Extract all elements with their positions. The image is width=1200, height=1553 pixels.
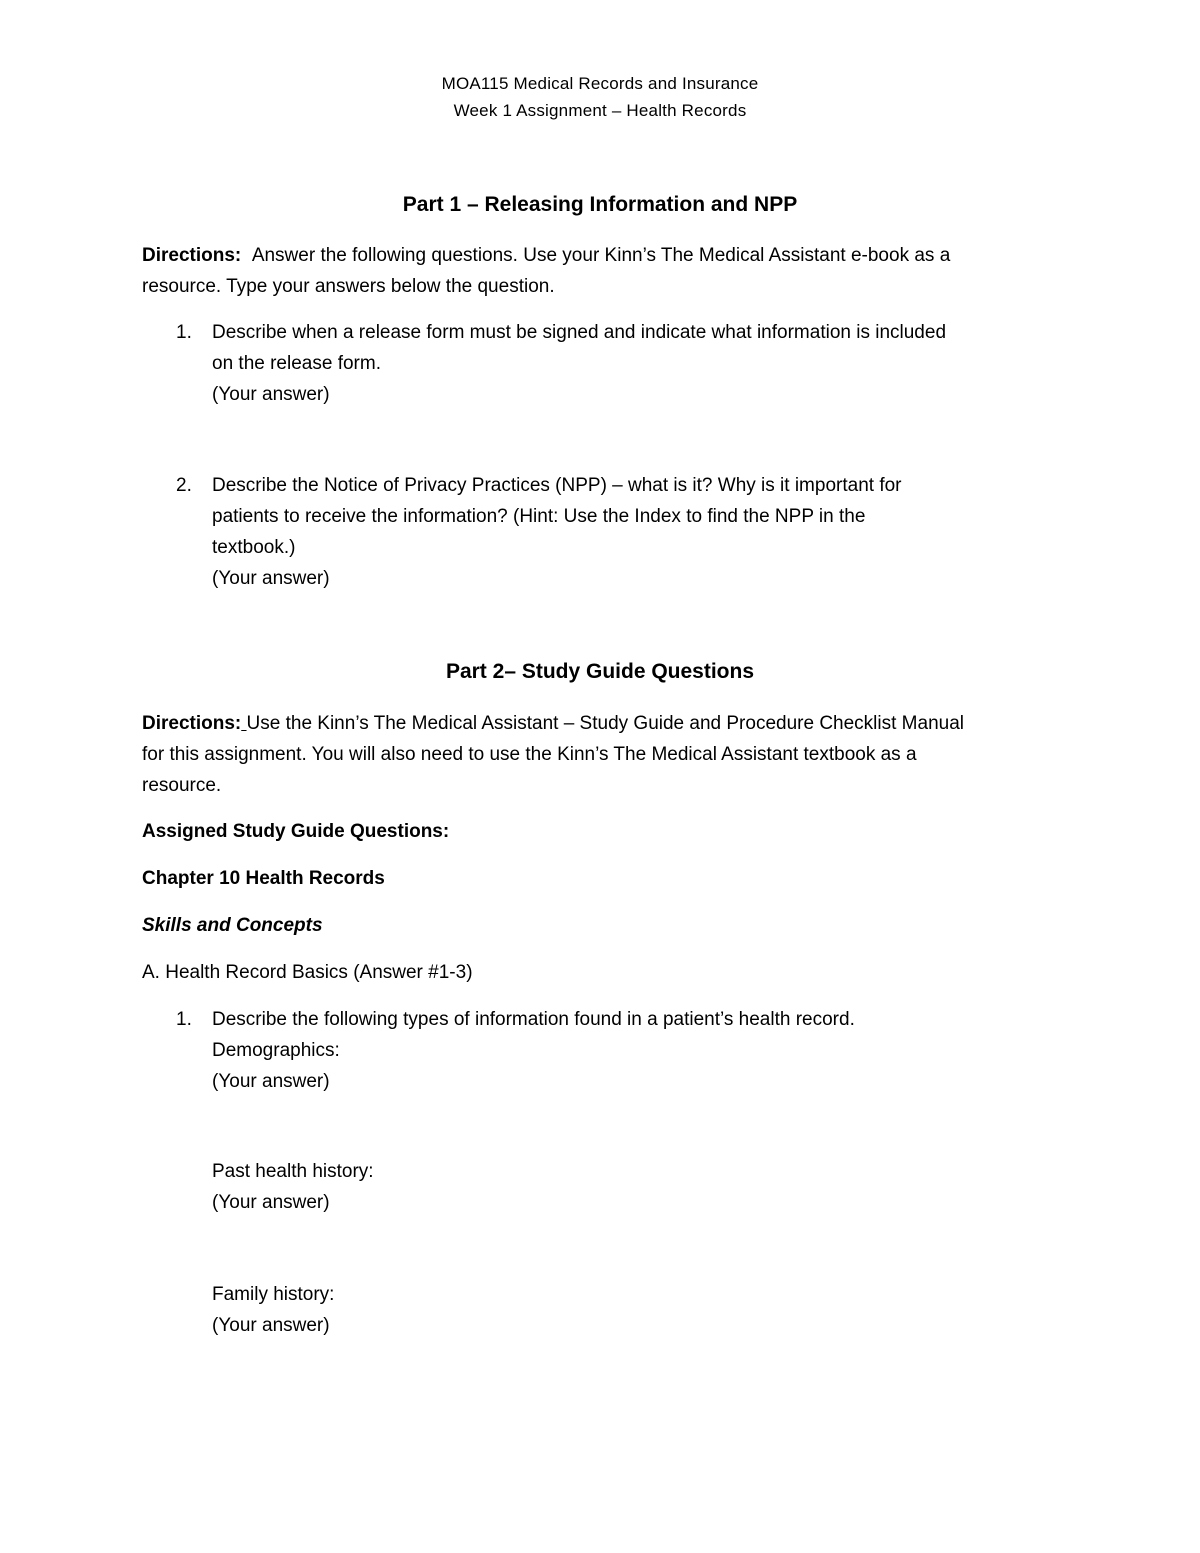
part2-directions-label: Directions: [142,713,242,734]
part2-directions [142,708,1062,801]
part1-directions-label: Directions: [142,245,242,266]
part1-q1 [212,317,946,410]
part1-q2-line1: Describe the Notice of Privacy Practices (NPP) – what is it? Why is it important for [212,475,902,496]
part1-q1-line1: Describe when a release form must be signed and indicate what information is included [212,322,947,343]
part1-q2-line3: textbook.) [212,537,296,558]
part2-directions-line3: resource. [142,775,222,796]
part1-directions-line2: resource. Type your answers below the question. [142,276,555,297]
part1-directions-line1: Directions: Answer the following questions. Use your Kinn’s The Medical Assistant e-book as a [142,245,951,266]
part1-q2-number: 2. [176,475,192,496]
part1-q1-line2: on the release form. [212,353,381,374]
part1-directions [142,240,1062,302]
part2-q1-number: 1. [176,1009,192,1030]
demographics-label: Demographics: [212,1040,340,1061]
part2-q1-prompt: Describe the following types of information found in a patient’s health record. [212,1009,855,1030]
part1-q2-answer[interactable]: (Your answer) [212,568,330,589]
part2-heading: Part 2– Study Guide Questions [445,660,755,683]
past-history-label: Past health history: [212,1161,374,1182]
part1-q2 [212,470,902,594]
part2-directions-line1: Directions: Use the Kinn’s The Medical Assistant – Study Guide and Procedure Checklist Manual [142,713,964,734]
section-a-heading: A. Health Record Basics (Answer #1-3) [142,962,473,983]
part2-directions-line2: for this assignment. You will also need to use the Kinn’s The Medical Assistant textbook as a [142,744,917,765]
past-history-answer[interactable]: (Your answer) [212,1192,330,1213]
part1-q1-answer[interactable]: (Your answer) [212,384,330,405]
chapter-heading: Chapter 10 Health Records [142,868,385,889]
family-history [212,1279,334,1341]
past-history [212,1156,374,1218]
assigned-questions-label: Assigned Study Guide Questions: [142,821,450,842]
family-history-label: Family history: [212,1284,335,1305]
family-history-answer[interactable]: (Your answer) [212,1315,330,1336]
part1-q2-line2: patients to receive the information? (Hint: Use the Index to find the NPP in the [212,506,866,527]
part1-heading: Part 1 – Releasing Information and NPP [402,193,798,216]
part1-q1-number: 1. [176,322,192,343]
skills-heading: Skills and Concepts [142,915,323,936]
part2-q1 [212,1004,855,1097]
course-title: MOA115 Medical Records and Insurance [441,74,759,93]
demographics-answer[interactable]: (Your answer) [212,1071,330,1092]
assignment-title: Week 1 Assignment – Health Records [453,101,747,120]
